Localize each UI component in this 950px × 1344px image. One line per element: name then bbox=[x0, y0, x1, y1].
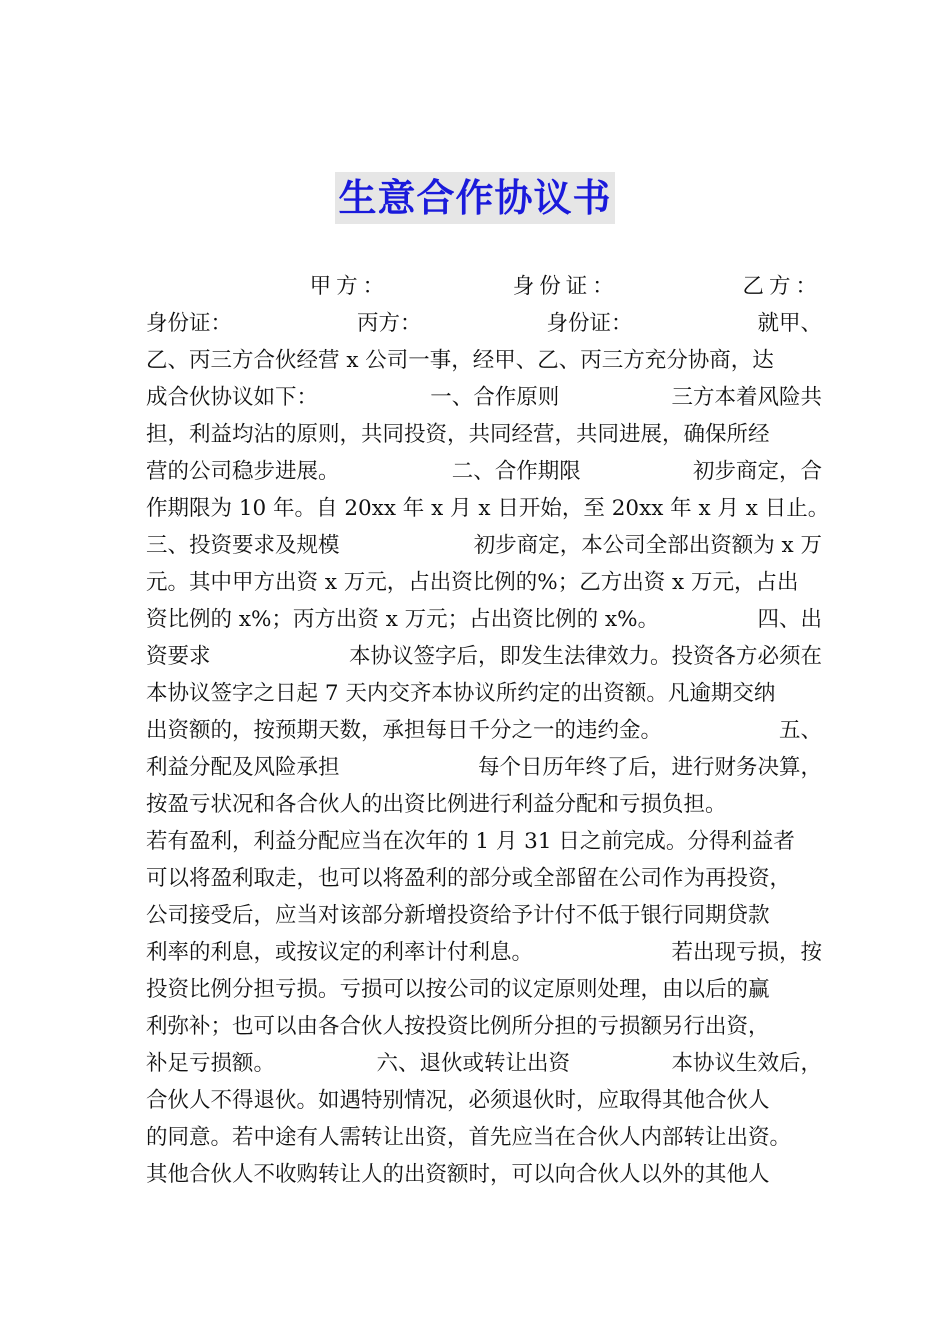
text-line bbox=[146, 527, 822, 564]
text-segment: 利率的利息，或按议定的利率计付利息。 bbox=[146, 940, 534, 965]
text-line bbox=[146, 934, 822, 971]
text-segment: 每个日历年终了后，进行财务决算， bbox=[477, 755, 822, 780]
text-segment: 初步商定，合 bbox=[692, 459, 822, 484]
text-segment: 公司接受后，应当对该部分新增投资给予计付不低于银行同期贷款 bbox=[146, 903, 770, 928]
text-segment: 作期限为 10 年。自 20xx 年 x 月 x 日开始，至 20xx 年 x 月 x 日止。 bbox=[146, 496, 830, 521]
text-segment: 身份证： bbox=[546, 311, 633, 336]
text-segment: 初步商定，本公司全部出资额为 x 万 bbox=[473, 533, 822, 558]
text-segment: 一、合作原则 bbox=[430, 385, 560, 410]
text-segment: 成合伙协议如下： bbox=[146, 385, 319, 410]
text-line bbox=[146, 860, 822, 897]
text-line bbox=[146, 564, 822, 601]
text-segment: 身份证： bbox=[512, 274, 619, 299]
text-line bbox=[146, 601, 822, 638]
text-segment: 利弥补；也可以由各合伙人按投资比例所分担的亏损额另行出资， bbox=[146, 1014, 770, 1039]
text-segment: 三方本着风险共 bbox=[671, 385, 822, 410]
text-segment: 身份证： bbox=[146, 311, 233, 336]
text-segment: 三、投资要求及规模 bbox=[146, 533, 340, 558]
text-line bbox=[146, 1119, 822, 1156]
text-line bbox=[146, 786, 822, 823]
text-line bbox=[146, 1156, 822, 1193]
text-segment: 出资额的，按预期天数，承担每日千分之一的违约金。 bbox=[146, 718, 663, 743]
text-segment: 甲方： bbox=[309, 274, 390, 299]
text-line bbox=[146, 897, 822, 934]
text-line bbox=[146, 416, 822, 453]
text-segment: 合伙人不得退伙。如遇特别情况，必须退伙时，应取得其他合伙人 bbox=[146, 1088, 770, 1113]
text-segment: 资要求 bbox=[146, 644, 211, 669]
text-segment: 乙方： bbox=[742, 274, 822, 299]
text-segment: 六、退伙或转让出资 bbox=[376, 1051, 570, 1076]
text-line bbox=[146, 712, 822, 749]
text-line bbox=[146, 490, 830, 527]
text-segment: 元。其中甲方出资 x 万元，占出资比例的%；乙方出资 x 万元，占出 bbox=[146, 570, 799, 595]
text-line bbox=[146, 675, 822, 712]
text-line bbox=[146, 638, 822, 675]
text-segment: 投资比例分担亏损。亏损可以按公司的议定原则处理，由以后的赢 bbox=[146, 977, 770, 1002]
text-line bbox=[146, 379, 822, 416]
text-line bbox=[146, 342, 822, 379]
agreement-body bbox=[146, 268, 830, 1193]
document-title: 生意合作协议书 bbox=[335, 172, 614, 224]
text-segment: 其他合伙人不收购转让人的出资额时，可以向合伙人以外的其他人 bbox=[146, 1162, 770, 1187]
text-segment: 可以将盈利取走，也可以将盈利的部分或全部留在公司作为再投资， bbox=[146, 866, 792, 891]
text-line bbox=[146, 1008, 822, 1045]
text-segment: 按盈亏状况和各合伙人的出资比例进行利益分配和亏损负担。 bbox=[146, 792, 727, 817]
text-line bbox=[146, 1045, 822, 1082]
text-line bbox=[146, 823, 822, 860]
text-segment: 本协议生效后， bbox=[671, 1051, 822, 1076]
text-segment: 五、 bbox=[778, 718, 822, 743]
text-line bbox=[146, 749, 822, 786]
text-segment: 四、出 bbox=[757, 607, 822, 632]
text-line bbox=[146, 268, 822, 305]
text-line bbox=[146, 453, 822, 490]
text-segment: 补足亏损额。 bbox=[146, 1051, 276, 1076]
text-segment: 本协议签字后，即发生法律效力。投资各方必须在 bbox=[348, 644, 822, 669]
text-line bbox=[146, 305, 822, 342]
text-segment: 利益分配及风险承担 bbox=[146, 755, 340, 780]
text-segment: 丙方： bbox=[356, 311, 422, 336]
text-line bbox=[146, 971, 822, 1008]
text-segment: 的同意。若中途有人需转让出资，首先应当在合伙人内部转让出资。 bbox=[146, 1125, 792, 1150]
text-segment: 二、合作期限 bbox=[451, 459, 581, 484]
title-wrap bbox=[0, 172, 950, 224]
text-segment: 若有盈利，利益分配应当在次年的 1 月 31 日之前完成。分得利益者 bbox=[146, 829, 795, 854]
text-segment: 本协议签字之日起 7 天内交齐本协议所约定的出资额。凡逾期交纳 bbox=[146, 681, 776, 706]
text-segment: 营的公司稳步进展。 bbox=[146, 459, 340, 484]
text-segment: 就甲、 bbox=[757, 311, 822, 336]
text-segment: 资比例的 x%；丙方出资 x 万元；占出资比例的 x%。 bbox=[146, 607, 660, 632]
text-line bbox=[146, 1082, 822, 1119]
text-segment: 若出现亏损，按 bbox=[671, 940, 822, 965]
text-segment: 乙、丙三方合伙经营 x 公司一事，经甲、乙、丙三方充分协商，达 bbox=[146, 348, 774, 373]
text-segment: 担，利益均沾的原则，共同投资，共同经营，共同进展，确保所经 bbox=[146, 422, 770, 447]
